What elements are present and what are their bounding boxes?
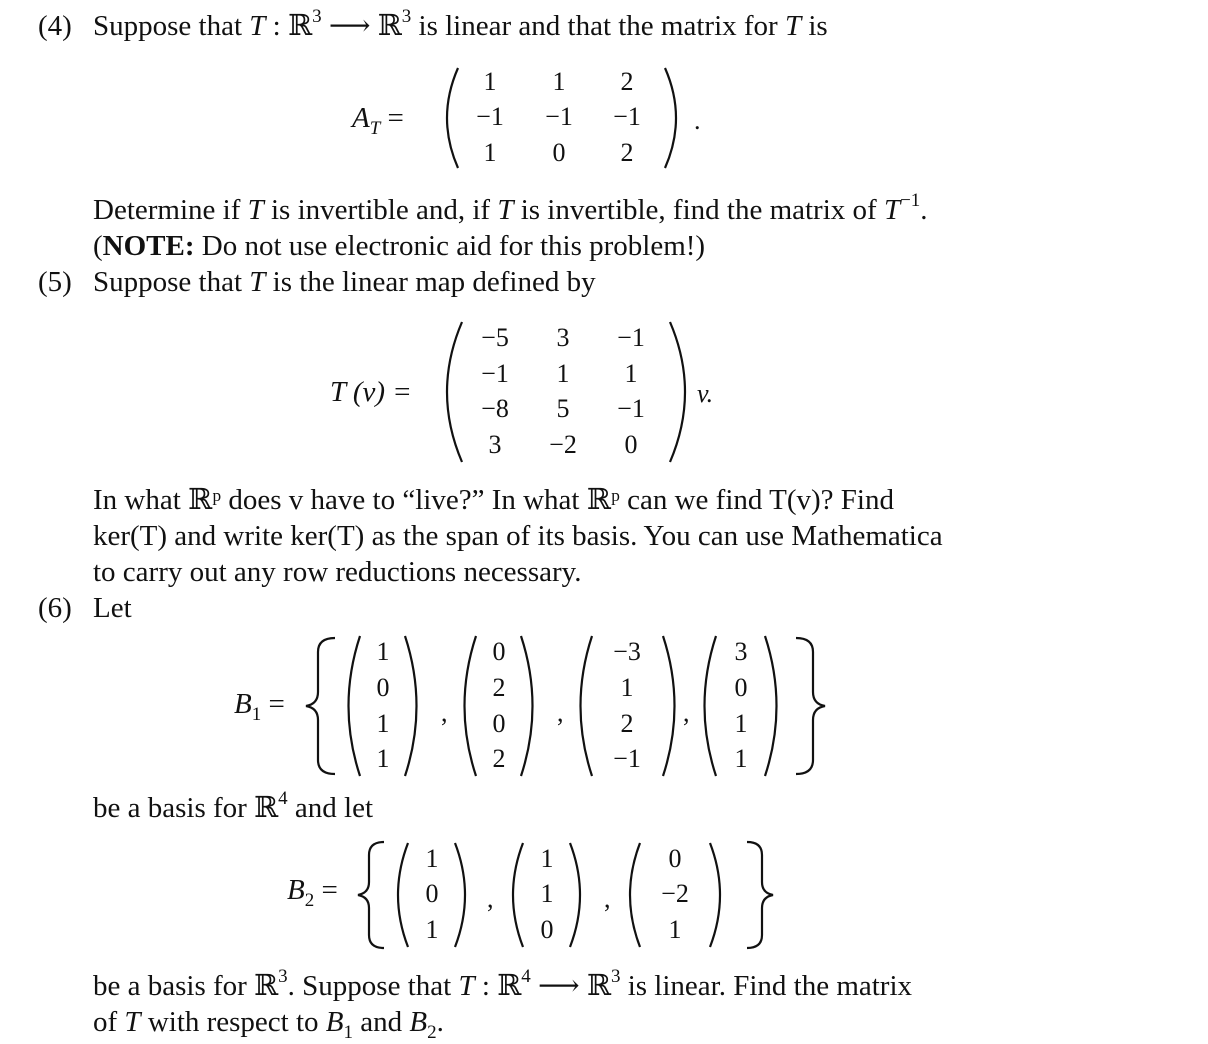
vector-entry: 1 [425,915,439,944]
vector-entry: 1 [734,744,748,773]
matrix-cell: 1 [624,359,638,388]
matrix-cell: 1 [483,67,497,96]
matrix-cell: −5 [481,323,509,352]
matrix-A-label: $A_T$ = [352,102,404,139]
vector-entry: 1 [425,844,439,873]
vector-entry: 0 [540,915,554,944]
matrix-cell: 2 [620,138,634,167]
matrix-cell: −1 [617,394,645,423]
vector-entry: 1 [376,709,390,738]
vector-entry: 1 [540,844,554,873]
vector-entry: −1 [613,744,641,773]
matrix-cell: 5 [556,394,570,423]
vector-entry: 0 [492,709,506,738]
problem-6-end-line-2: of T with respect to $B_1$ and $B_2$. [93,1006,444,1043]
matrix-cell: −1 [476,102,504,131]
comma: , [604,884,611,913]
matrix-cell: −2 [549,430,577,459]
matrix-cell: 2 [620,67,634,96]
vector-entry: 1 [734,709,748,738]
matrix-cell: −1 [617,323,645,352]
matrix-cell: 0 [552,138,566,167]
period: . [694,106,701,135]
vector-entry: −3 [613,637,641,666]
vector-entry: 1 [620,673,634,702]
problem-6-number: (6) [38,592,72,624]
basis-B2-label: $B_2$ = [287,874,338,911]
matrix-cell: 1 [552,67,566,96]
problem-4-note: (NOTE: Do not use electronic aid for this problem!) [93,230,706,262]
problem-5-number: (5) [38,266,72,298]
problem-4-number: (4) [38,10,72,42]
vector-entry: 3 [734,637,748,666]
vector-entry: 1 [376,744,390,773]
basis-B1-label: $B_1$ = [234,688,285,725]
matrix-cell: −1 [613,102,641,131]
vector-entry: 0 [734,673,748,702]
matrix-cell: 0 [624,430,638,459]
vector-entry: 0 [668,844,682,873]
comma: , [487,884,494,913]
problem-6-end-line-1: be a basis for ℝ$^3$. Suppose that T : ℝ$^4$ ⟶ ℝ$^3$ is linear. Find the matrix [93,966,913,1002]
map-lhs: T (v) = [330,376,412,408]
map-rhs: v. [697,379,714,408]
comma: , [441,698,448,727]
problem-6-let: Let [93,592,132,624]
vector-entry: 0 [492,637,506,666]
problem-5-text-line-1: In what ℝᵖ does v have to “live?” In what ℝᵖ can we find T(v)? Find [93,484,894,516]
vector-entry: 0 [425,879,439,908]
matrix-cell: 3 [556,323,570,352]
matrix-cell: 1 [556,359,570,388]
matrix-cell: 1 [483,138,497,167]
comma: , [683,698,690,727]
vector-entry: 2 [492,744,506,773]
matrix-cell: −1 [481,359,509,388]
matrix-cell: −8 [481,394,509,423]
vector-entry: 2 [620,709,634,738]
vector-entry: 1 [668,915,682,944]
problem-6-mid-text: be a basis for ℝ$^4$ and let [93,788,374,824]
vector-entry: 1 [376,637,390,666]
vector-entry: 1 [540,879,554,908]
vector-entry: 0 [376,673,390,702]
problem-5-statement: Suppose that T is the linear map defined by [93,266,596,298]
matrix-cell: −1 [545,102,573,131]
problem-4-question: Determine if T is invertible and, if T is invertible, find the matrix of $T^{-1}$. [93,190,928,226]
problem-5-text-line-3: to carry out any row reductions necessary. [93,556,582,588]
problem-4-statement: Suppose that T : ℝ$^3$ ⟶ ℝ$^3$ is linear and that the matrix for T is [93,6,828,42]
vector-entry: 2 [492,673,506,702]
vector-entry: −2 [661,879,689,908]
problem-5-text-line-2: ker(T) and write ker(T) as the span of its basis. You can use Mathematica [93,520,943,552]
matrix-cell: 3 [488,430,502,459]
comma: , [557,698,564,727]
